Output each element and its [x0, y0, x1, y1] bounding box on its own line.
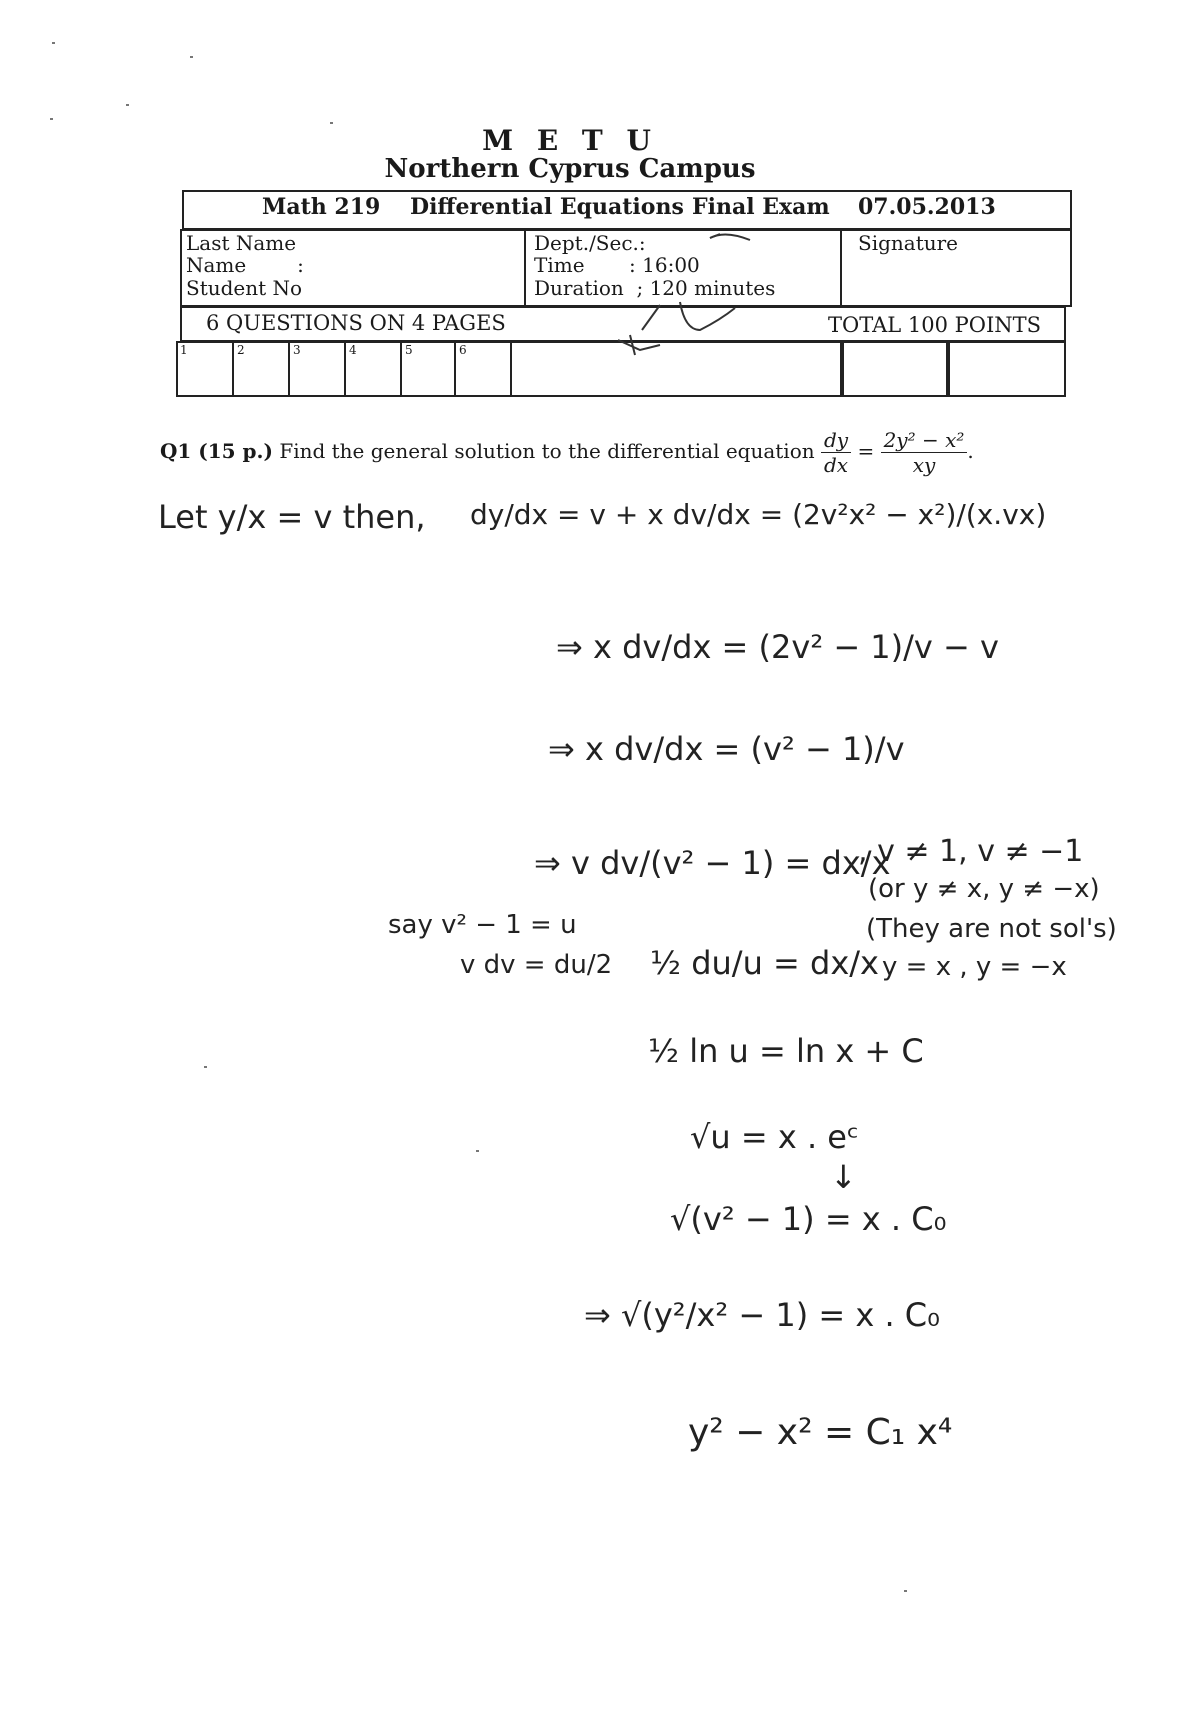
solution-line-1a: Let y/x = v then, [158, 498, 426, 536]
info-divider-1 [524, 229, 526, 307]
total-points: TOTAL 100 POINTS [828, 313, 1042, 337]
solution-line-9: ⇒ √(y²/x² − 1) = x . C₀ [584, 1296, 940, 1334]
final-answer: y² − x² = C₁ x⁴ [688, 1412, 953, 1453]
scan-speck [50, 118, 53, 120]
scan-speck [330, 122, 333, 124]
question-text: Find the general solution to the differential equation [279, 439, 815, 463]
score-cell-label: 6 [459, 343, 467, 357]
duration-label: Duration ; 120 minutes [534, 276, 776, 300]
solution-line-1b: dy/dx = v + x dv/dx = (2v²x² − x²)/(x.vx) [470, 498, 1047, 531]
substitution-1: say v² − 1 = u [388, 910, 577, 940]
question-1: Q1 (15 p.) Find the general solution to the differential equation $\frac{dy}{dx}$ = $\frac{\text{2y² − x²}}{xy}$ . [160, 428, 974, 477]
scan-speck [190, 56, 193, 58]
course-title: Differential Equations [410, 194, 684, 220]
score-divider [454, 341, 456, 397]
score-divider [400, 341, 402, 397]
solution-note-3: y = x , y = −x [882, 952, 1067, 982]
student-no-label: Student No [186, 276, 303, 300]
score-cell-label: 1 [180, 343, 188, 357]
exam-type: Final Exam [692, 194, 830, 220]
question-label: Q1 (15 p.) [160, 439, 273, 463]
score-cell-label: 2 [237, 343, 245, 357]
scan-speck [52, 42, 55, 44]
solution-line-7: √u = x . eᶜ [690, 1118, 859, 1156]
info-divider-2 [840, 229, 842, 307]
lhs-denominator: dx [823, 453, 849, 477]
university-title: M E T U [482, 124, 658, 157]
rhs-fraction [881, 428, 968, 477]
solution-line-6: ½ ln u = ln x + C [648, 1032, 924, 1070]
exam-date: 07.05.2013 [858, 194, 996, 220]
score-cell-label: 5 [405, 343, 413, 357]
score-divider [344, 341, 346, 397]
solution-note-1: (or y ≠ x, y ≠ −x) [868, 874, 1100, 904]
score-divider [946, 341, 950, 397]
time-label: Time : 16:00 [534, 253, 700, 277]
lhs-numerator: dy [821, 428, 851, 453]
lhs-fraction [821, 428, 851, 477]
rhs-numerator: 2y² − x² [881, 428, 968, 453]
dept-label: Dept./Sec.: [534, 231, 646, 255]
score-divider [288, 341, 290, 397]
score-divider [840, 341, 844, 397]
last-name-label: Last Name [186, 231, 297, 255]
scan-speck [126, 104, 129, 106]
pen-scribble [600, 220, 800, 360]
solution-arrow: ↓ [830, 1158, 857, 1196]
solution-line-2: ⇒ x dv/dx = (2v² − 1)/v − v [556, 628, 999, 666]
solution-line-5: ½ du/u = dx/x [650, 944, 879, 982]
rhs-denominator: xy [912, 453, 936, 477]
substitution-2: v dv = du/2 [460, 950, 613, 980]
course-code: Math 219 [262, 194, 381, 220]
scan-speck [904, 1590, 907, 1592]
score-divider [510, 341, 512, 397]
campus-title: Northern Cyprus Campus [384, 154, 756, 184]
solution-note-2: (They are not sol's) [866, 914, 1117, 944]
solution-line-3: ⇒ x dv/dx = (v² − 1)/v [548, 730, 905, 768]
name-label: Name : [186, 253, 304, 277]
questions-count: 6 QUESTIONS ON 4 PAGES [206, 311, 506, 335]
score-divider [232, 341, 234, 397]
scan-speck [476, 1150, 479, 1152]
signature-label: Signature [858, 231, 959, 255]
solution-condition: , v ≠ 1, v ≠ −1 [858, 834, 1084, 869]
score-cell-label: 3 [293, 343, 301, 357]
solution-line-4: ⇒ v dv/(v² − 1) = dx/x [534, 844, 891, 882]
score-cell-label: 4 [349, 343, 357, 357]
solution-line-8: √(v² − 1) = x . C₀ [670, 1200, 947, 1238]
scan-speck [204, 1066, 207, 1068]
